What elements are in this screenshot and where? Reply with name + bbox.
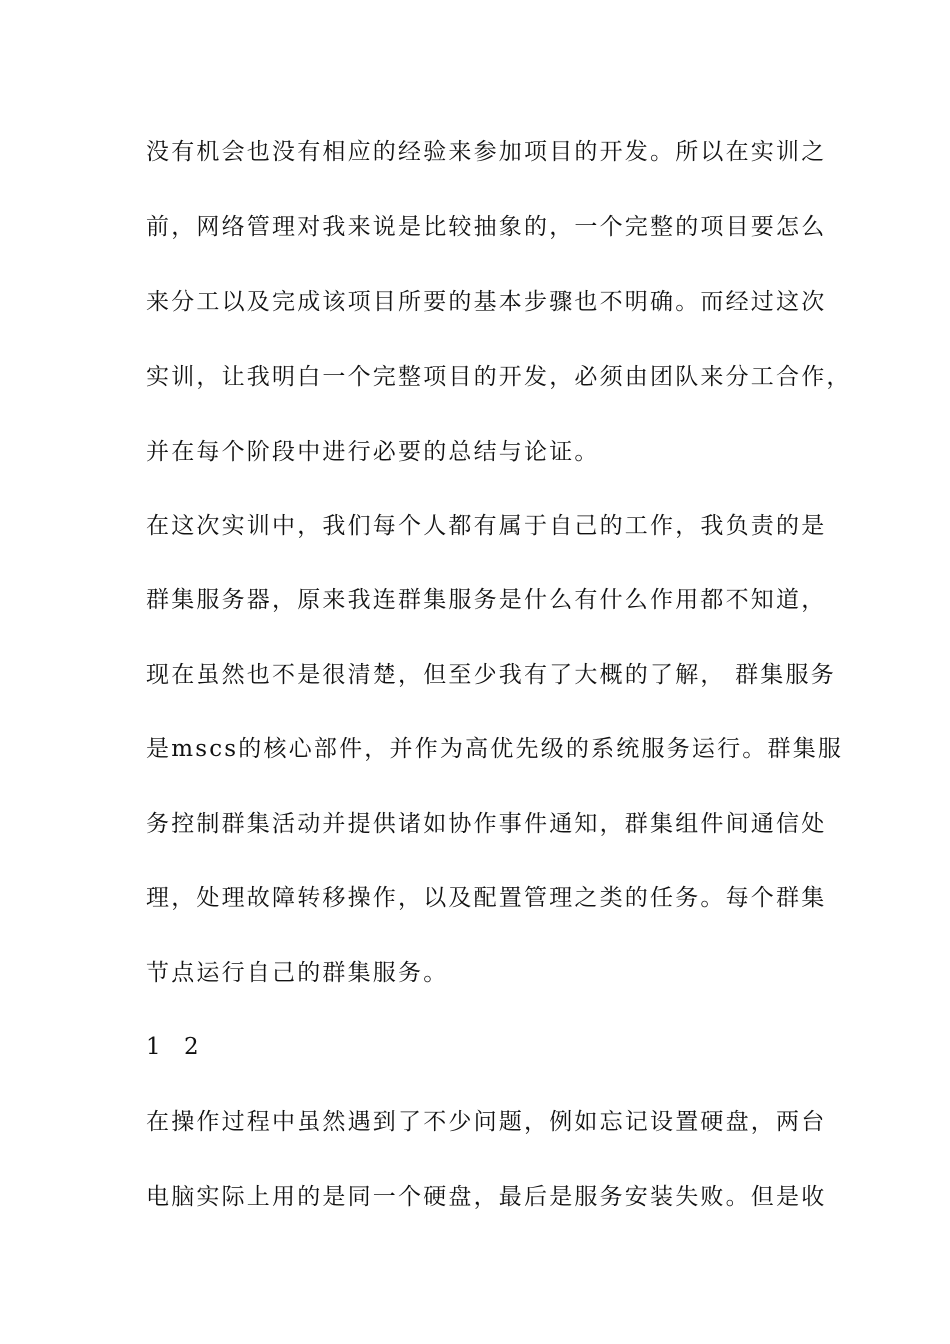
text-line: 理，处理故障转移操作，以及配置管理之类的任务。每个群集 (146, 885, 827, 911)
text-line: 务控制群集活动并提供诸如协作事件通知，群集组件间通信处 (146, 811, 827, 837)
text-line: 电脑实际上用的是同一个硬盘，最后是服务安装失败。但是收 (146, 1184, 827, 1210)
text-line: 是mscs的核心部件，并作为高优先级的系统服务运行。群集服 (146, 736, 844, 762)
text-line: 群集服务器，原来我连群集服务是什么有什么作用都不知道， (146, 587, 827, 613)
text-line: 现在虽然也不是很清楚，但至少我有了大概的了解， 群集服务 (146, 662, 836, 688)
text-line: 来分工以及完成该项目所要的基本步骤也不明确。而经过这次 (146, 289, 827, 315)
text-line: 并在每个阶段中进行必要的总结与论证。 (146, 439, 600, 465)
text-line: 前，网络管理对我来说是比较抽象的，一个完整的项目要怎么 (146, 214, 827, 240)
text-line: 在这次实训中，我们每个人都有属于自己的工作，我负责的是 (146, 513, 827, 539)
text-line: 在操作过程中虽然遇到了不少问题，例如忘记设置硬盘，两台 (146, 1109, 827, 1135)
text-line: 节点运行自己的群集服务。 (146, 960, 449, 986)
text-line: 实训，让我明白一个完整项目的开发，必须由团队来分工合作， (146, 364, 852, 390)
text-line: 没有机会也没有相应的经验来参加项目的开发。所以在实训之 (146, 139, 827, 165)
page-number-label: 1 2 (146, 1034, 207, 1060)
